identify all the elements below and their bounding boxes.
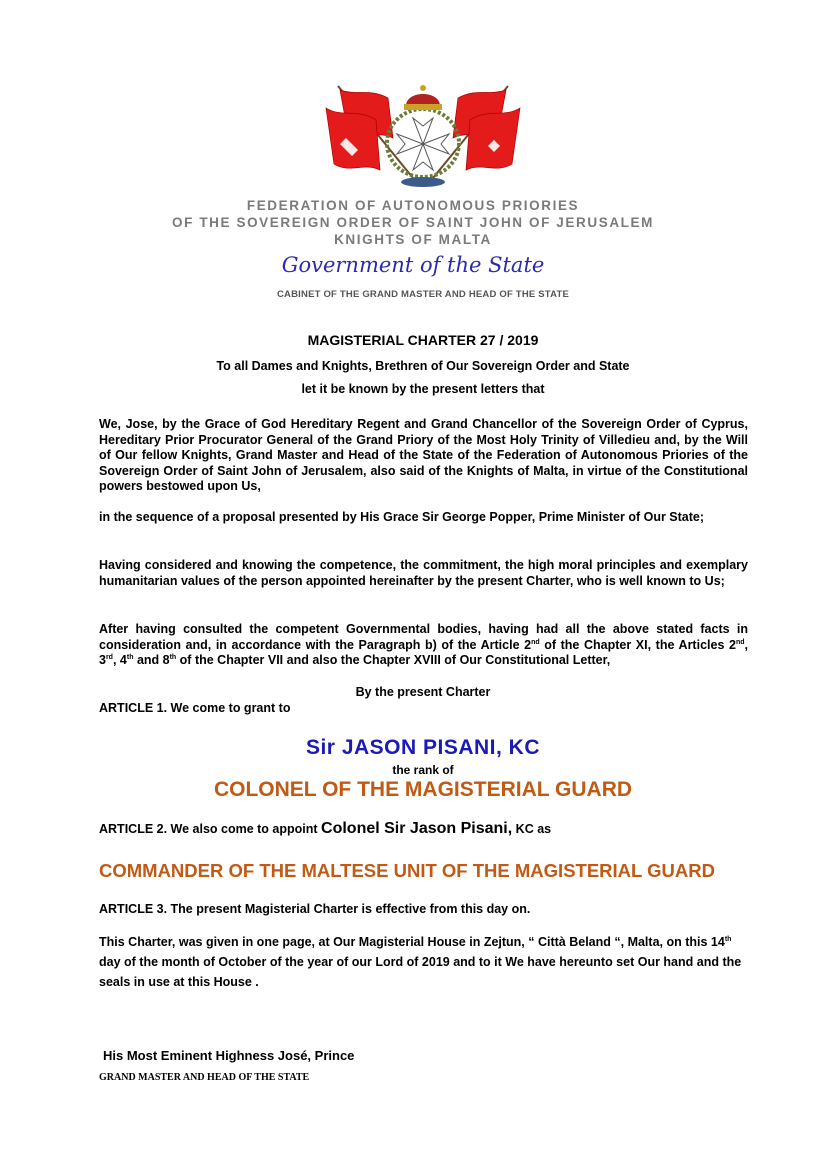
article-1: ARTICLE 1. We come to grant to [99,701,291,715]
p4-s5: th [169,654,177,661]
article-2 [99,820,551,838]
charter-known: let it be known by the present letters that [301,382,545,396]
header-line-1: FEDERATION OF AUTONOMOUS PRIORIES [246,198,580,213]
p4-t3: , 3 [99,637,748,667]
header-line-2: OF THE SOVEREIGN ORDER OF SAINT JOHN OF JERUSALEM [172,215,654,230]
right-flags [433,86,520,178]
given-t2: day of the month of October of the year of our Lord of 2019 and to it We have hereunto set Our hand and the seals in use at this House . [99,955,742,989]
article-2-suffix: KC as [512,822,552,836]
article-2-name: Colonel Sir Jason Pisani, [321,820,513,837]
cabinet-subtitle: CABINET OF THE GRAND MASTER AND HEAD OF THE STATE [277,289,569,300]
charter-address: To all Dames and Knights, Brethren of Our Sovereign Order and State [216,359,630,373]
paragraph-1 [99,417,748,495]
given-paragraph [99,932,749,992]
knight-name: Sir JASON PISANI, KC [305,736,541,759]
header-line-3: KNIGHTS OF MALTA [334,232,492,247]
commander-title: COMMANDER OF THE MALTESE UNIT OF THE MAGISTERIAL GUARD [99,860,715,881]
left-flags [326,86,413,178]
p4-t4: , 4 [112,653,127,667]
crown-icon [404,85,442,110]
rank-title: COLONEL OF THE MAGISTERIAL GUARD [213,778,633,801]
paragraph-3 [99,558,748,589]
present-charter: By the present Charter [355,685,491,699]
given-t1: This Charter, was given in one page, at Our Magisterial House in Zejtun, “ Città Beland “, Malta, on this 14 [99,935,725,949]
p4-s1: nd [531,638,540,646]
p4-t1: After having consulted the competent Governmental bodies, having had all the above stated facts in consideration and, in accordance with the Paragraph b) of the Article 2 [99,622,748,652]
article-3: ARTICLE 3. The present Magisterial Charter is effective from this day on. [99,902,531,916]
p4-t5: and 8 [133,653,170,667]
paragraph-2-text: in the sequence of a proposal presented by His Grace Sir George Popper, Prime Minister of Our State; [99,510,705,524]
government-title: Government of the State [281,253,545,277]
p4-s2: nd [735,638,745,646]
charter-title: MAGISTERIAL CHARTER 27 / 2019 [307,332,539,348]
paragraph-1-text: We, Jose, by the Grace of God Hereditary Regent and Grand Chancellor of the Sovereign Order of Cyprus, Hereditary Prior Procurator General of the Grand Priory of the Most Holy Trinity of Villedieu and, by the Will of Our fellow Knights, Grand Master and Head of the State of the Federation of Autonomous Priories of the Sovereign Order of Saint John of Jerusalem, also said of the Knights of Malta, in virtue of the Constitutional powers bestowed upon Us, [99,417,748,493]
p4-t2: of the Chapter XI, the Articles 2 [539,637,736,652]
signer-title: GRAND MASTER AND HEAD OF THE STATE [99,1072,310,1083]
maltese-cross-crest-icon [318,78,528,193]
paragraph-4 [99,622,748,669]
paragraph-3-text: Having considered and knowing the competence, the commitment, the high moral principles and exemplary humanitarian values of the person appointed hereinafter by the present Charter, who is well known to Us; [99,558,748,588]
p4-s3: rd [105,654,113,661]
signer-name: His Most Eminent Highness José, Prince [103,1048,355,1063]
given-s1: th [724,936,732,943]
paragraph-2 [99,510,748,526]
rank-of: the rank of [392,763,454,777]
article-2-prefix: ARTICLE 2. We also come to appoint [99,822,322,836]
maltese-cross-icon [397,118,449,170]
p4-s4: th [126,654,134,661]
p4-t6: of the Chapter VII and also the Chapter XVIII of Our Constitutional Letter, [176,653,611,667]
